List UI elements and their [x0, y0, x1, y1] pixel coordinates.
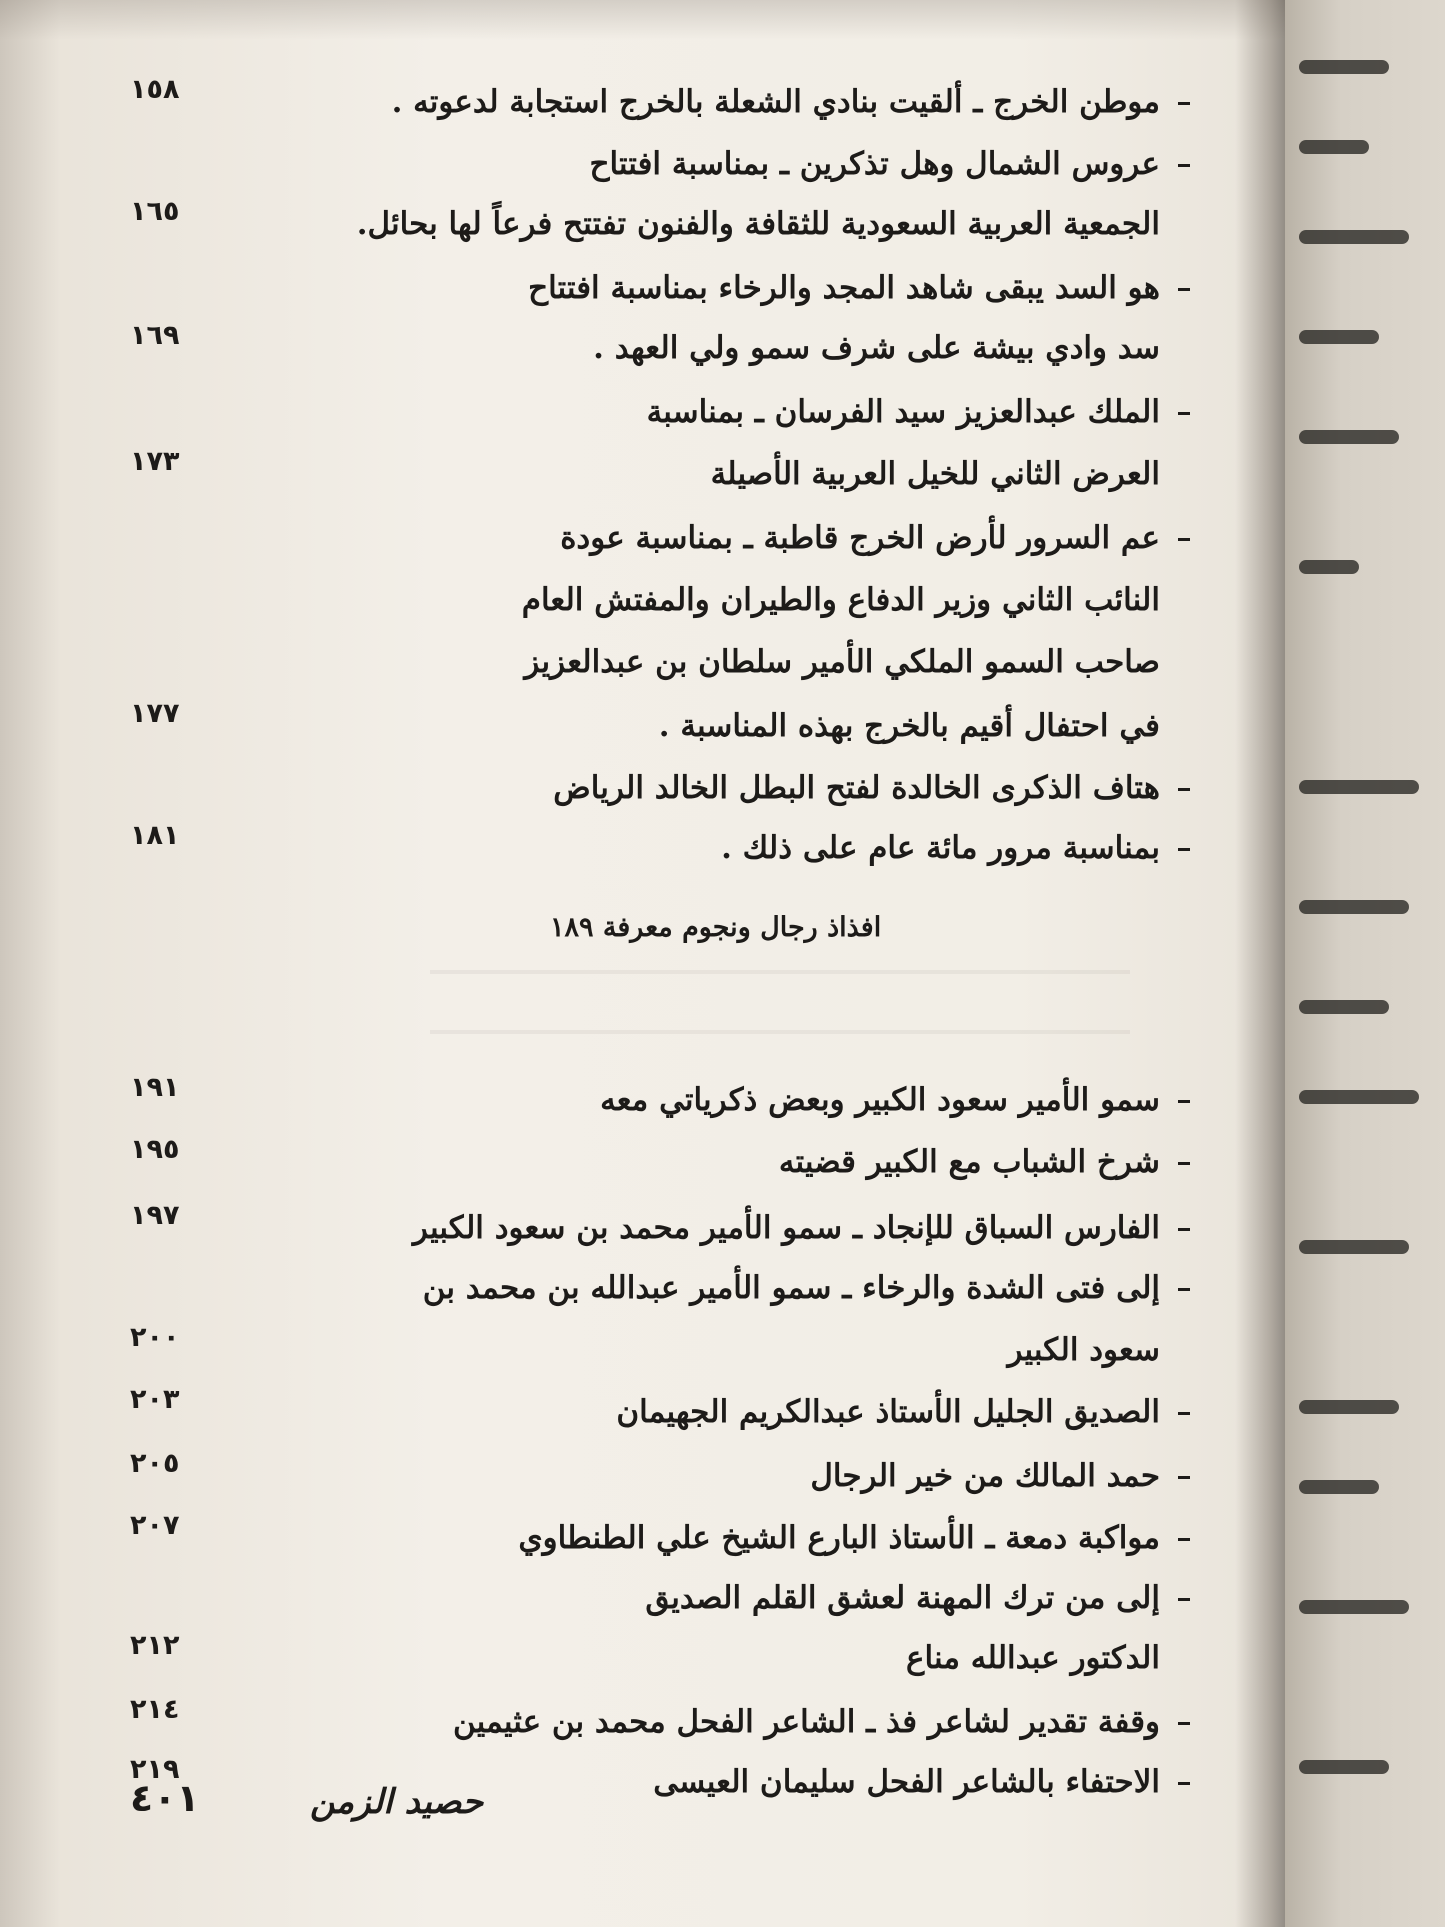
toc-entry-continuation — [130, 446, 1190, 502]
toc-page-number: ٢٠٣ — [130, 1384, 180, 1415]
toc-page-number: ١٦٥ — [130, 196, 180, 227]
toc-entry-title: سعود الكبير — [1007, 1332, 1160, 1368]
toc-entry-title: الاحتفاء بالشاعر الفحل سليمان العيسى — [653, 1764, 1160, 1800]
bullet-dash — [1178, 538, 1190, 541]
bullet-dash — [1178, 1722, 1190, 1725]
bullet-dash — [1178, 164, 1190, 167]
page-top-shadow — [0, 0, 1290, 40]
toc-entry-title: الصديق الجليل الأستاذ عبدالكريم الجهيمان — [616, 1394, 1160, 1430]
toc-entry — [130, 1694, 1190, 1750]
toc-entry — [130, 1754, 1190, 1810]
toc-page-number: ٢١٢ — [130, 1630, 180, 1661]
toc-entry — [130, 390, 1190, 440]
bullet-dash — [1178, 1288, 1190, 1291]
bullet-dash — [1178, 1162, 1190, 1165]
toc-page-number: ٢١٤ — [130, 1694, 180, 1725]
toc-entry — [130, 1134, 1190, 1190]
toc-entry-continuation — [130, 578, 1190, 628]
toc-page-number: ٢٠٠ — [130, 1322, 180, 1353]
adjacent-page-edge — [1285, 0, 1445, 1927]
page-edge-shadow — [0, 0, 60, 1927]
adjacent-text-fragment — [1299, 430, 1399, 444]
toc-entry — [130, 1448, 1190, 1504]
toc-page-number: ١٥٨ — [130, 74, 180, 105]
toc-page-number: ١٩٧ — [130, 1200, 180, 1231]
toc-entry-title: شرخ الشباب مع الكبير قضيته — [778, 1144, 1160, 1180]
toc-entry — [130, 142, 1190, 192]
toc-entry-title: هو السد يبقى شاهد المجد والرخاء بمناسبة افتتاح — [528, 270, 1160, 306]
toc-entry — [130, 266, 1190, 316]
bullet-dash — [1178, 1598, 1190, 1601]
toc-entry-title: حمد المالك من خير الرجال — [810, 1458, 1160, 1494]
bullet-dash — [1178, 1782, 1190, 1785]
toc-entry-title: موطن الخرج ـ ألقيت بنادي الشعلة بالخرج استجابة لدعوته . — [391, 84, 1160, 120]
table-of-contents-page — [130, 70, 1190, 1850]
bullet-dash — [1178, 788, 1190, 791]
toc-entry — [130, 1384, 1190, 1440]
toc-page-number: ١٩٥ — [130, 1134, 180, 1165]
toc-entry-title: صاحب السمو الملكي الأمير سلطان بن عبدالعزيز — [524, 644, 1160, 680]
toc-entry-continuation — [130, 698, 1190, 754]
toc-entry — [130, 1072, 1190, 1128]
toc-entry-continuation — [130, 196, 1190, 252]
toc-entry-title: سد وادي بيشة على شرف سمو ولي العهد . — [593, 330, 1160, 366]
adjacent-text-fragment — [1299, 1090, 1419, 1104]
adjacent-text-fragment — [1299, 60, 1389, 74]
toc-entry-title: عم السرور لأرض الخرج قاطبة ـ بمناسبة عودة — [560, 520, 1160, 556]
adjacent-text-fragment — [1299, 900, 1409, 914]
toc-page-number: ١٧٣ — [130, 446, 180, 477]
toc-page-number: ١٧٧ — [130, 698, 180, 729]
adjacent-text-fragment — [1299, 1760, 1389, 1774]
running-footer-title: حصيد الزمن — [310, 1782, 484, 1822]
adjacent-text-fragment — [1299, 780, 1419, 794]
bullet-dash — [1178, 1228, 1190, 1231]
toc-entry-title: النائب الثاني وزير الدفاع والطيران والمفتش العام — [521, 582, 1160, 618]
section-heading: افذاذ رجال ونجوم معرفة ١٨٩ — [550, 912, 882, 943]
toc-entry-title: بمناسبة مرور مائة عام على ذلك . — [721, 830, 1160, 866]
toc-entry-title: وقفة تقدير لشاعر فذ ـ الشاعر الفحل محمد بن عثيمين — [453, 1704, 1160, 1740]
toc-entry — [130, 766, 1190, 816]
bullet-dash — [1178, 288, 1190, 291]
toc-entry — [130, 1510, 1190, 1566]
toc-entry-title: الفارس السباق للإنجاد ـ سمو الأمير محمد بن سعود الكبير — [412, 1210, 1160, 1246]
show-through-line — [430, 1030, 1130, 1034]
adjacent-text-fragment — [1299, 1480, 1379, 1494]
toc-entry-title: الجمعية العربية السعودية للثقافة والفنون تفتتح فرعاً لها بحائل. — [356, 206, 1160, 242]
toc-entry-title: إلى من ترك المهنة لعشق القلم الصديق — [645, 1580, 1160, 1616]
toc-page-number: ١٨١ — [130, 820, 180, 851]
bullet-dash — [1178, 1100, 1190, 1103]
toc-entry — [130, 820, 1190, 876]
toc-entry — [130, 1200, 1190, 1256]
adjacent-text-fragment — [1299, 560, 1359, 574]
adjacent-text-fragment — [1299, 230, 1409, 244]
toc-page-number: ٢١٩ — [130, 1754, 180, 1785]
toc-entry-title: عروس الشمال وهل تذكرين ـ بمناسبة افتتاح — [589, 146, 1160, 182]
toc-page-number: ١٩١ — [130, 1072, 180, 1103]
toc-entry — [130, 516, 1190, 566]
toc-entry-title: في احتفال أقيم بالخرج بهذه المناسبة . — [658, 708, 1160, 744]
adjacent-text-fragment — [1299, 1600, 1409, 1614]
adjacent-text-fragment — [1299, 1400, 1399, 1414]
bullet-dash — [1178, 848, 1190, 851]
toc-entry-title: هتاف الذكرى الخالدة لفتح البطل الخالد الرياض — [553, 770, 1160, 806]
bullet-dash — [1178, 102, 1190, 105]
toc-page-number: ١٦٩ — [130, 320, 180, 351]
toc-entry — [130, 1576, 1190, 1626]
show-through-line — [430, 970, 1130, 974]
adjacent-text-fragment — [1299, 140, 1369, 154]
bullet-dash — [1178, 1476, 1190, 1479]
toc-entry-title: إلى فتى الشدة والرخاء ـ سمو الأمير عبدالله بن محمد بن — [422, 1270, 1160, 1306]
toc-entry-continuation — [130, 320, 1190, 376]
adjacent-text-fragment — [1299, 1000, 1389, 1014]
bullet-dash — [1178, 1412, 1190, 1415]
folio-page-number: ٤٠١ — [130, 1776, 200, 1820]
toc-page-number: ٢٠٥ — [130, 1448, 180, 1479]
toc-entry-title: سمو الأمير سعود الكبير وبعض ذكرياتي معه — [600, 1082, 1160, 1118]
toc-entry-title: مواكبة دمعة ـ الأستاذ البارع الشيخ علي الطنطاوي — [518, 1520, 1160, 1556]
adjacent-text-fragment — [1299, 1240, 1409, 1254]
toc-page-number: ٢٠٧ — [130, 1510, 180, 1541]
toc-entry — [130, 1266, 1190, 1316]
toc-entry-title: الملك عبدالعزيز سيد الفرسان ـ بمناسبة — [646, 394, 1160, 430]
toc-entry-continuation — [130, 1630, 1190, 1686]
toc-entry-continuation — [130, 1322, 1190, 1378]
toc-entry — [130, 74, 1190, 130]
bullet-dash — [1178, 412, 1190, 415]
toc-entry-title: العرض الثاني للخيل العربية الأصيلة — [710, 456, 1160, 492]
bullet-dash — [1178, 1538, 1190, 1541]
toc-entry-title: الدكتور عبدالله مناع — [906, 1640, 1160, 1676]
adjacent-text-fragment — [1299, 330, 1379, 344]
toc-entry-continuation — [130, 640, 1190, 690]
